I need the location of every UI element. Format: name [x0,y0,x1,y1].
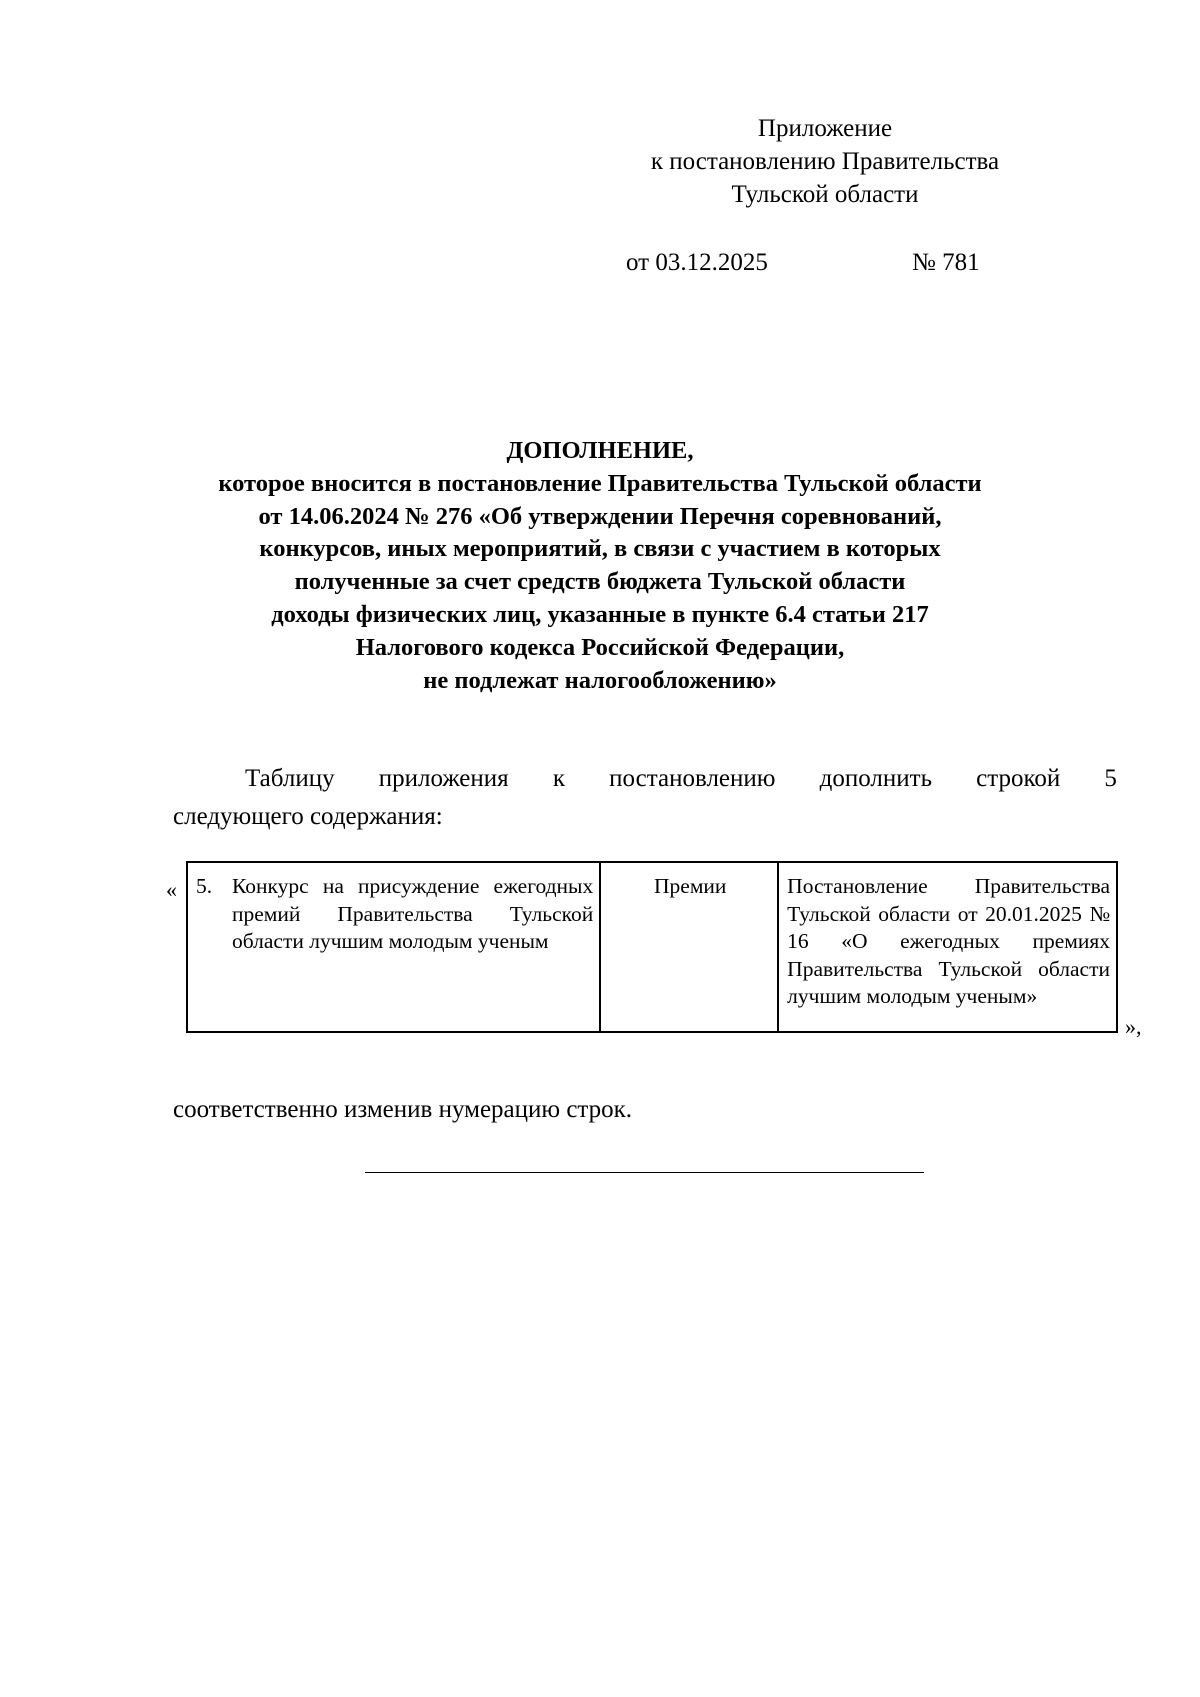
title-line: от 14.06.2024 № 276 «Об утверждении Перечня соревнований, [258,502,942,530]
title-line: конкурсов, иных мероприятий, в связи с участием в которых [259,535,941,563]
end-divider [365,1172,924,1173]
competition-name: Конкурс на присуждение ежегодных премий Правительства Тульской области лучшим молодым ученым [232,874,594,953]
instruction-paragraph [173,760,1117,836]
title-line: которое вносится в постановление Правительства Тульской области [218,469,982,497]
title-line: полученные за счет средств бюджета Тульской области [294,568,906,596]
competition-name-cell [187,862,600,1032]
document-title [150,435,1050,697]
appendix-region: Тульской области [731,181,919,208]
paragraph-word: 5 [1104,765,1117,792]
paragraph-word: к [552,765,565,792]
paragraph-word: приложения [378,765,509,792]
appendix-reference: к постановлению Правительства [650,148,1000,175]
table-row [187,862,1117,1032]
title-line: Налогового кодекса Российской Федерации, [355,633,845,661]
appendix-header [600,112,1050,211]
resolution-date: от 03.12.2025 [626,249,768,276]
appendix-label: Приложение [757,115,893,142]
opening-quote: « [166,877,177,902]
paragraph-word: постановлению [609,765,776,792]
title-line: не подлежат налогообложению» [423,666,777,694]
closing-text: соответственно изменив нумерацию строк. [173,1096,633,1123]
legal-basis-cell [778,862,1117,1032]
paragraph-word: строкой [976,765,1061,792]
award-type: Премии [654,874,727,898]
legal-basis: Постановление Правительства Тульской области от 20.01.2025 № 16 «О ежегодных премиях Правительства Тульской области лучшим молодым ученым» [787,874,1110,1008]
title-line: доходы физических лиц, указанные в пункте 6.4 статьи 217 [271,600,929,628]
inserted-row-table [186,861,1118,1033]
closing-quote: », [1125,1014,1142,1039]
award-type-cell [600,862,778,1032]
title-line: ДОПОЛНЕНИЕ, [506,437,694,464]
paragraph-word: Таблицу [245,765,335,792]
paragraph-line: следующего содержания: [173,803,443,830]
resolution-number: № 781 [912,249,980,276]
row-number: 5. [196,874,213,898]
paragraph-line [173,760,1117,798]
paragraph-word: дополнить [819,765,932,792]
